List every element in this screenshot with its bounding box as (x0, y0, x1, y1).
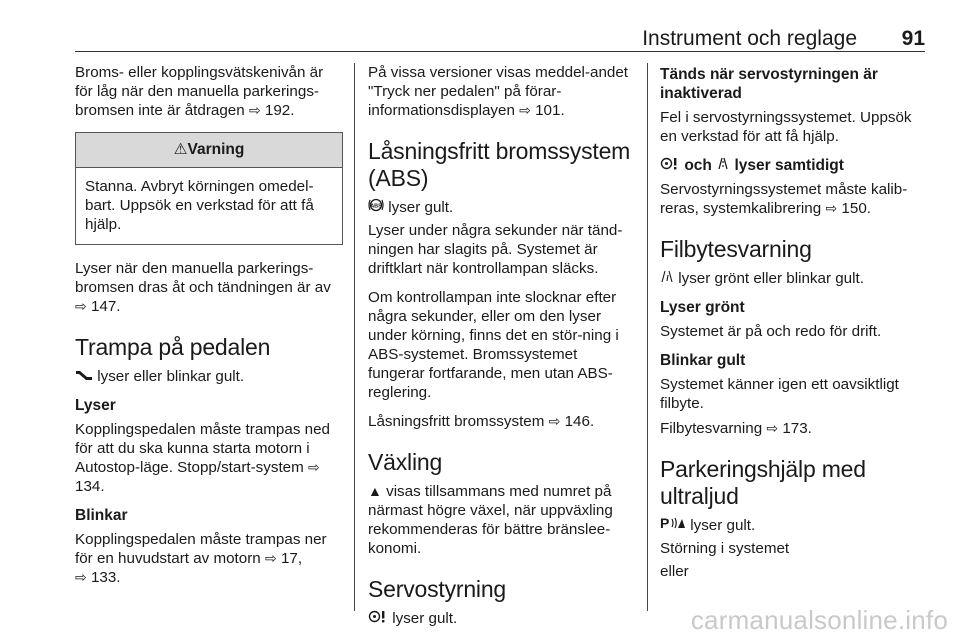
paragraph: Lyser under några sekunder när tänd-ningen har slagits på. Systemet är driftklart när kontrollampan släcks. (368, 222, 623, 277)
warning-triangle-icon: ⚠ (173, 141, 188, 158)
paragraph: Lyser när den manuella parkerings-bromsen dras åt och tändningen är av ⇨ 147. (75, 260, 331, 315)
steering-warning-icon (368, 609, 388, 628)
paragraph: Systemet är på och redo för drift. (660, 323, 882, 340)
subheading: Blinkar (75, 507, 128, 524)
paragraph: Låsningsfritt bromssystem ⇨ 146. (368, 413, 595, 430)
column-1 (75, 63, 343, 597)
section-heading: Filbytesvarning (660, 236, 812, 262)
svg-text:ABS: ABS (370, 203, 382, 210)
paragraph: Kopplingspedalen måste trampas ned för att du ska kunna starta motorn i Autostop-läge. Stopp/start-system ⇨ 134. (75, 421, 330, 495)
page-number: 91 (901, 27, 925, 50)
paragraph: Servostyrningssystemet måste kalib-reras, systemkalibrering ⇨ 150. (660, 181, 908, 217)
paragraph: ABS lyser gult. (368, 198, 636, 217)
paragraph: Systemet känner igen ett oavsiktligt filbyte. (660, 376, 899, 412)
page-header (75, 0, 925, 48)
section-heading: Växling (368, 449, 443, 475)
column-divider (647, 63, 648, 611)
paragraph: Störning i systemet (660, 540, 790, 557)
section-heading: Parkeringshjälp med ultraljud (660, 456, 866, 509)
up-triangle-icon: ▲ (368, 483, 382, 499)
reference-arrow-icon: ⇨ (264, 550, 277, 566)
pedal-icon (75, 367, 93, 386)
paragraph: Broms- eller kopplingsvätskenivån är för låg när den manuella parkerings-bromsen inte är åtdragen ⇨ 192. (75, 64, 324, 119)
lane-departure-icon (660, 269, 674, 288)
paragraph: Filbytesvarning ⇨ 173. (660, 420, 812, 437)
paragraph: lyser eller blinkar gult. (75, 367, 343, 386)
section-heading: Låsningsfritt bromssystem (ABS) (368, 138, 631, 191)
section-heading: Trampa på pedalen (75, 334, 271, 360)
column-divider (354, 63, 355, 611)
subheading: och lyser samtidigt (660, 156, 930, 175)
warning-header (76, 133, 342, 168)
abs-icon (368, 198, 384, 217)
column-3 (660, 63, 930, 591)
reference-arrow-icon: ⇨ (548, 413, 561, 429)
subheading: Tänds när servostyrningen är inaktiverad (660, 66, 878, 102)
column-2 (368, 63, 636, 638)
paragraph: Kopplingspedalen måste trampas ner för en huvudstart av motorn ⇨ 17, ⇨ 133. (75, 531, 327, 586)
steering-warning-icon (660, 156, 680, 175)
subheading: Lyser grönt (660, 299, 745, 316)
parking-sensor-icon (660, 516, 686, 535)
warning-title: Varning (187, 141, 245, 158)
header-rule (75, 51, 925, 52)
lane-marking-icon (716, 156, 730, 175)
reference-arrow-icon: ⇨ (75, 298, 87, 314)
subheading: Lyser (75, 397, 116, 414)
paragraph: Fel i servostyrningssystemet. Uppsök en verkstad för att få hjälp. (660, 109, 912, 145)
reference-arrow-icon: ⇨ (766, 420, 779, 436)
paragraph: Om kontrollampan inte slocknar efter några sekunder, eller om den lyser under körning, finns det en stör-ning i ABS-systemet. Bromssystemet fungerar fortfarande, men utan ABS-reglering. (368, 289, 619, 401)
paragraph: lyser grönt eller blinkar gult. (660, 269, 930, 288)
warning-box (75, 132, 343, 245)
reference-arrow-icon: ⇨ (825, 200, 838, 216)
warning-text: Stanna. Avbryt körningen omedel-bart. Uppsök en verkstad för att få hjälp. (85, 178, 314, 233)
paragraph: P lyser gult. (660, 516, 756, 534)
watermark: carmanualsonline.info (690, 605, 948, 635)
paragraph: ▲ visas tillsammans med numret på närmast högre växel, när uppväxling rekommenderas för bättre bränslee-konomi. (368, 483, 613, 557)
svg-text:P: P (660, 516, 670, 530)
subheading: Blinkar gult (660, 352, 746, 369)
section-heading: Servostyrning (368, 576, 507, 602)
paragraph: lyser gult. (368, 609, 636, 628)
reference-arrow-icon: ⇨ (308, 459, 320, 475)
paragraph: eller (660, 563, 689, 580)
header-title: Instrument och reglage (642, 27, 857, 50)
reference-arrow-icon: ⇨ (75, 569, 87, 585)
reference-arrow-icon: ⇨ (519, 102, 531, 118)
paragraph: På vissa versioner visas meddel-andet "Tryck ner pedalen" på förar-informationsdisplayen ⇨ 101. (368, 64, 628, 119)
reference-arrow-icon: ⇨ (248, 102, 261, 118)
